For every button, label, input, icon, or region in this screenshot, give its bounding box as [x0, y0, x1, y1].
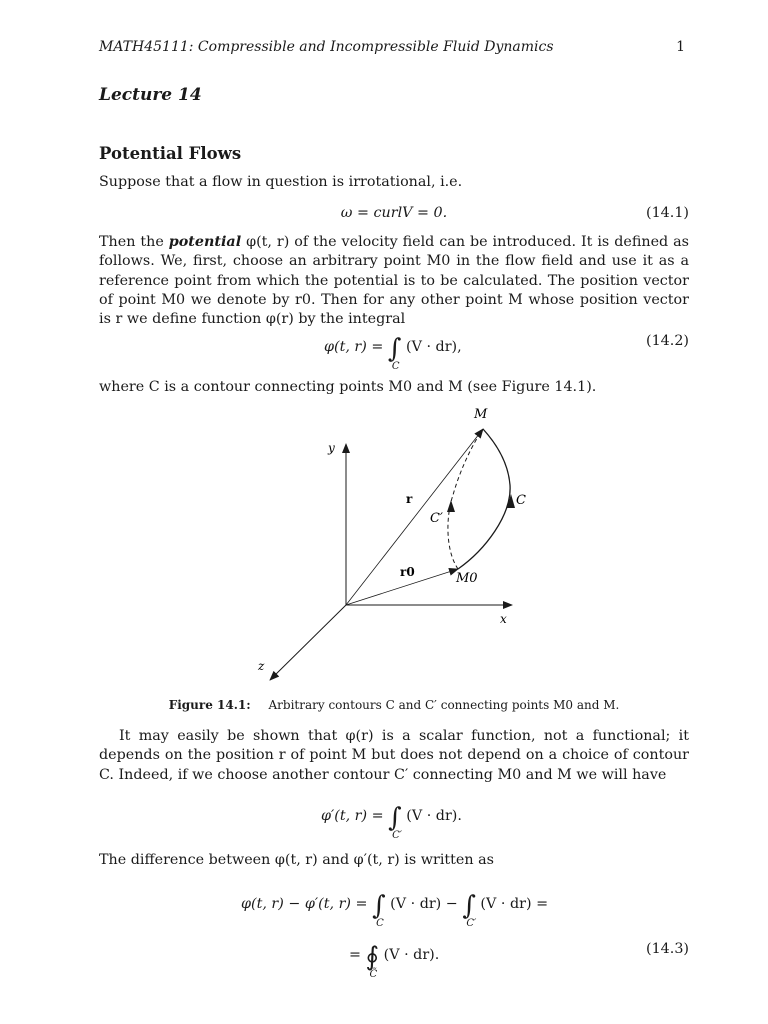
- caption-label: Figure 14.1:: [168, 698, 251, 712]
- figure-14-1: [250, 400, 570, 690]
- integral-limit: C′: [392, 830, 403, 841]
- page-number: 1: [676, 39, 685, 55]
- running-header: MATH45111: Compressible and Incompressible Fluid Dynamics: [99, 39, 554, 55]
- equation-term-2: (V · dr) =: [480, 896, 549, 912]
- label-y: y: [328, 441, 335, 455]
- paragraph-2-line1: φ(t, r) of the velocity field can be introduced. It is defined as follows.: [99, 234, 690, 270]
- label-r0: r0: [400, 565, 415, 579]
- paragraph-4: It may easily be shown that φ(r) is a scalar function, not a functional; it depends on the position r of point M but does not depend on a choice of contour C. Indeed, if we choose another contour C′ connecting M0 and M we will have: [99, 728, 689, 783]
- contour-c-prime: [448, 429, 483, 569]
- paragraph-2-lead: Then the: [99, 234, 164, 250]
- contour-c: [458, 429, 510, 569]
- section-title: Potential Flows: [99, 144, 242, 163]
- integral-sign: ∫ C′: [388, 803, 403, 841]
- equation-integrand: (V · dr),: [406, 339, 462, 355]
- integral-sign: ∫ C: [387, 334, 402, 372]
- term-potential: potential: [168, 234, 242, 250]
- equation-term-1: (V · dr) −: [390, 896, 458, 912]
- equation-14-1: [99, 204, 689, 226]
- paragraph-2: [99, 233, 689, 329]
- lecture-title: Lecture 14: [99, 85, 202, 105]
- caption-text: Arbitrary contours C and C′ connecting points M0 and M.: [268, 698, 620, 712]
- label-x: x: [500, 612, 507, 626]
- contour-c-prime-arrow: [447, 500, 455, 512]
- paragraph-2-rest: We, first, choose an arbitrary point M0 in the flow field and use it as a reference point from which the potential is to be calculated. The position vector of point M0 we denote by r0. Then for any other point M whose position vector is r we define function φ(r) by the integral: [99, 253, 689, 328]
- equation-number: (14.2): [646, 333, 689, 349]
- label-m: M: [474, 407, 488, 422]
- label-c: C: [516, 493, 526, 508]
- contour-integral-sign: ∮ C̃: [365, 942, 380, 980]
- equation-term: (V · dr).: [383, 947, 440, 963]
- paragraph-3: where C is a contour connecting points M0 and M (see Figure 14.1).: [99, 379, 597, 395]
- integral-sign: ∫ C′: [462, 891, 477, 929]
- label-r: r: [406, 492, 413, 506]
- label-z: z: [258, 659, 265, 673]
- equation-number: (14.1): [646, 205, 689, 221]
- equation-lhs: φ(t, r) =: [324, 339, 384, 355]
- z-axis: [270, 605, 346, 680]
- equation-body: ω = curlV = 0.: [340, 205, 448, 221]
- label-m0: M0: [456, 571, 478, 586]
- equation-14-3-line1: [99, 889, 689, 929]
- equation-integrand: (V · dr).: [406, 808, 462, 824]
- label-c-prime: C′: [430, 511, 443, 526]
- equation-lhs: φ′(t, r) =: [321, 808, 384, 824]
- integral-limit: C̃: [369, 969, 378, 980]
- paragraph-5: The difference between φ(t, r) and φ′(t, r) is written as: [99, 852, 494, 868]
- figure-caption: [99, 697, 689, 713]
- integral-sign: ∫ C: [372, 891, 386, 929]
- equation-lhs: φ(t, r) − φ′(t, r) =: [241, 896, 368, 912]
- equation-phi-prime: [99, 801, 689, 841]
- equation-14-3-line2: [99, 940, 689, 980]
- integral-limit: C′: [466, 918, 477, 929]
- paragraph-1: Suppose that a flow in question is irrotational, i.e.: [99, 174, 463, 190]
- integral-limit: C: [391, 361, 400, 372]
- equation-14-2: [99, 332, 689, 372]
- equation-lhs: =: [349, 947, 361, 963]
- integral-limit: C: [376, 918, 384, 929]
- equation-number: (14.3): [646, 941, 689, 957]
